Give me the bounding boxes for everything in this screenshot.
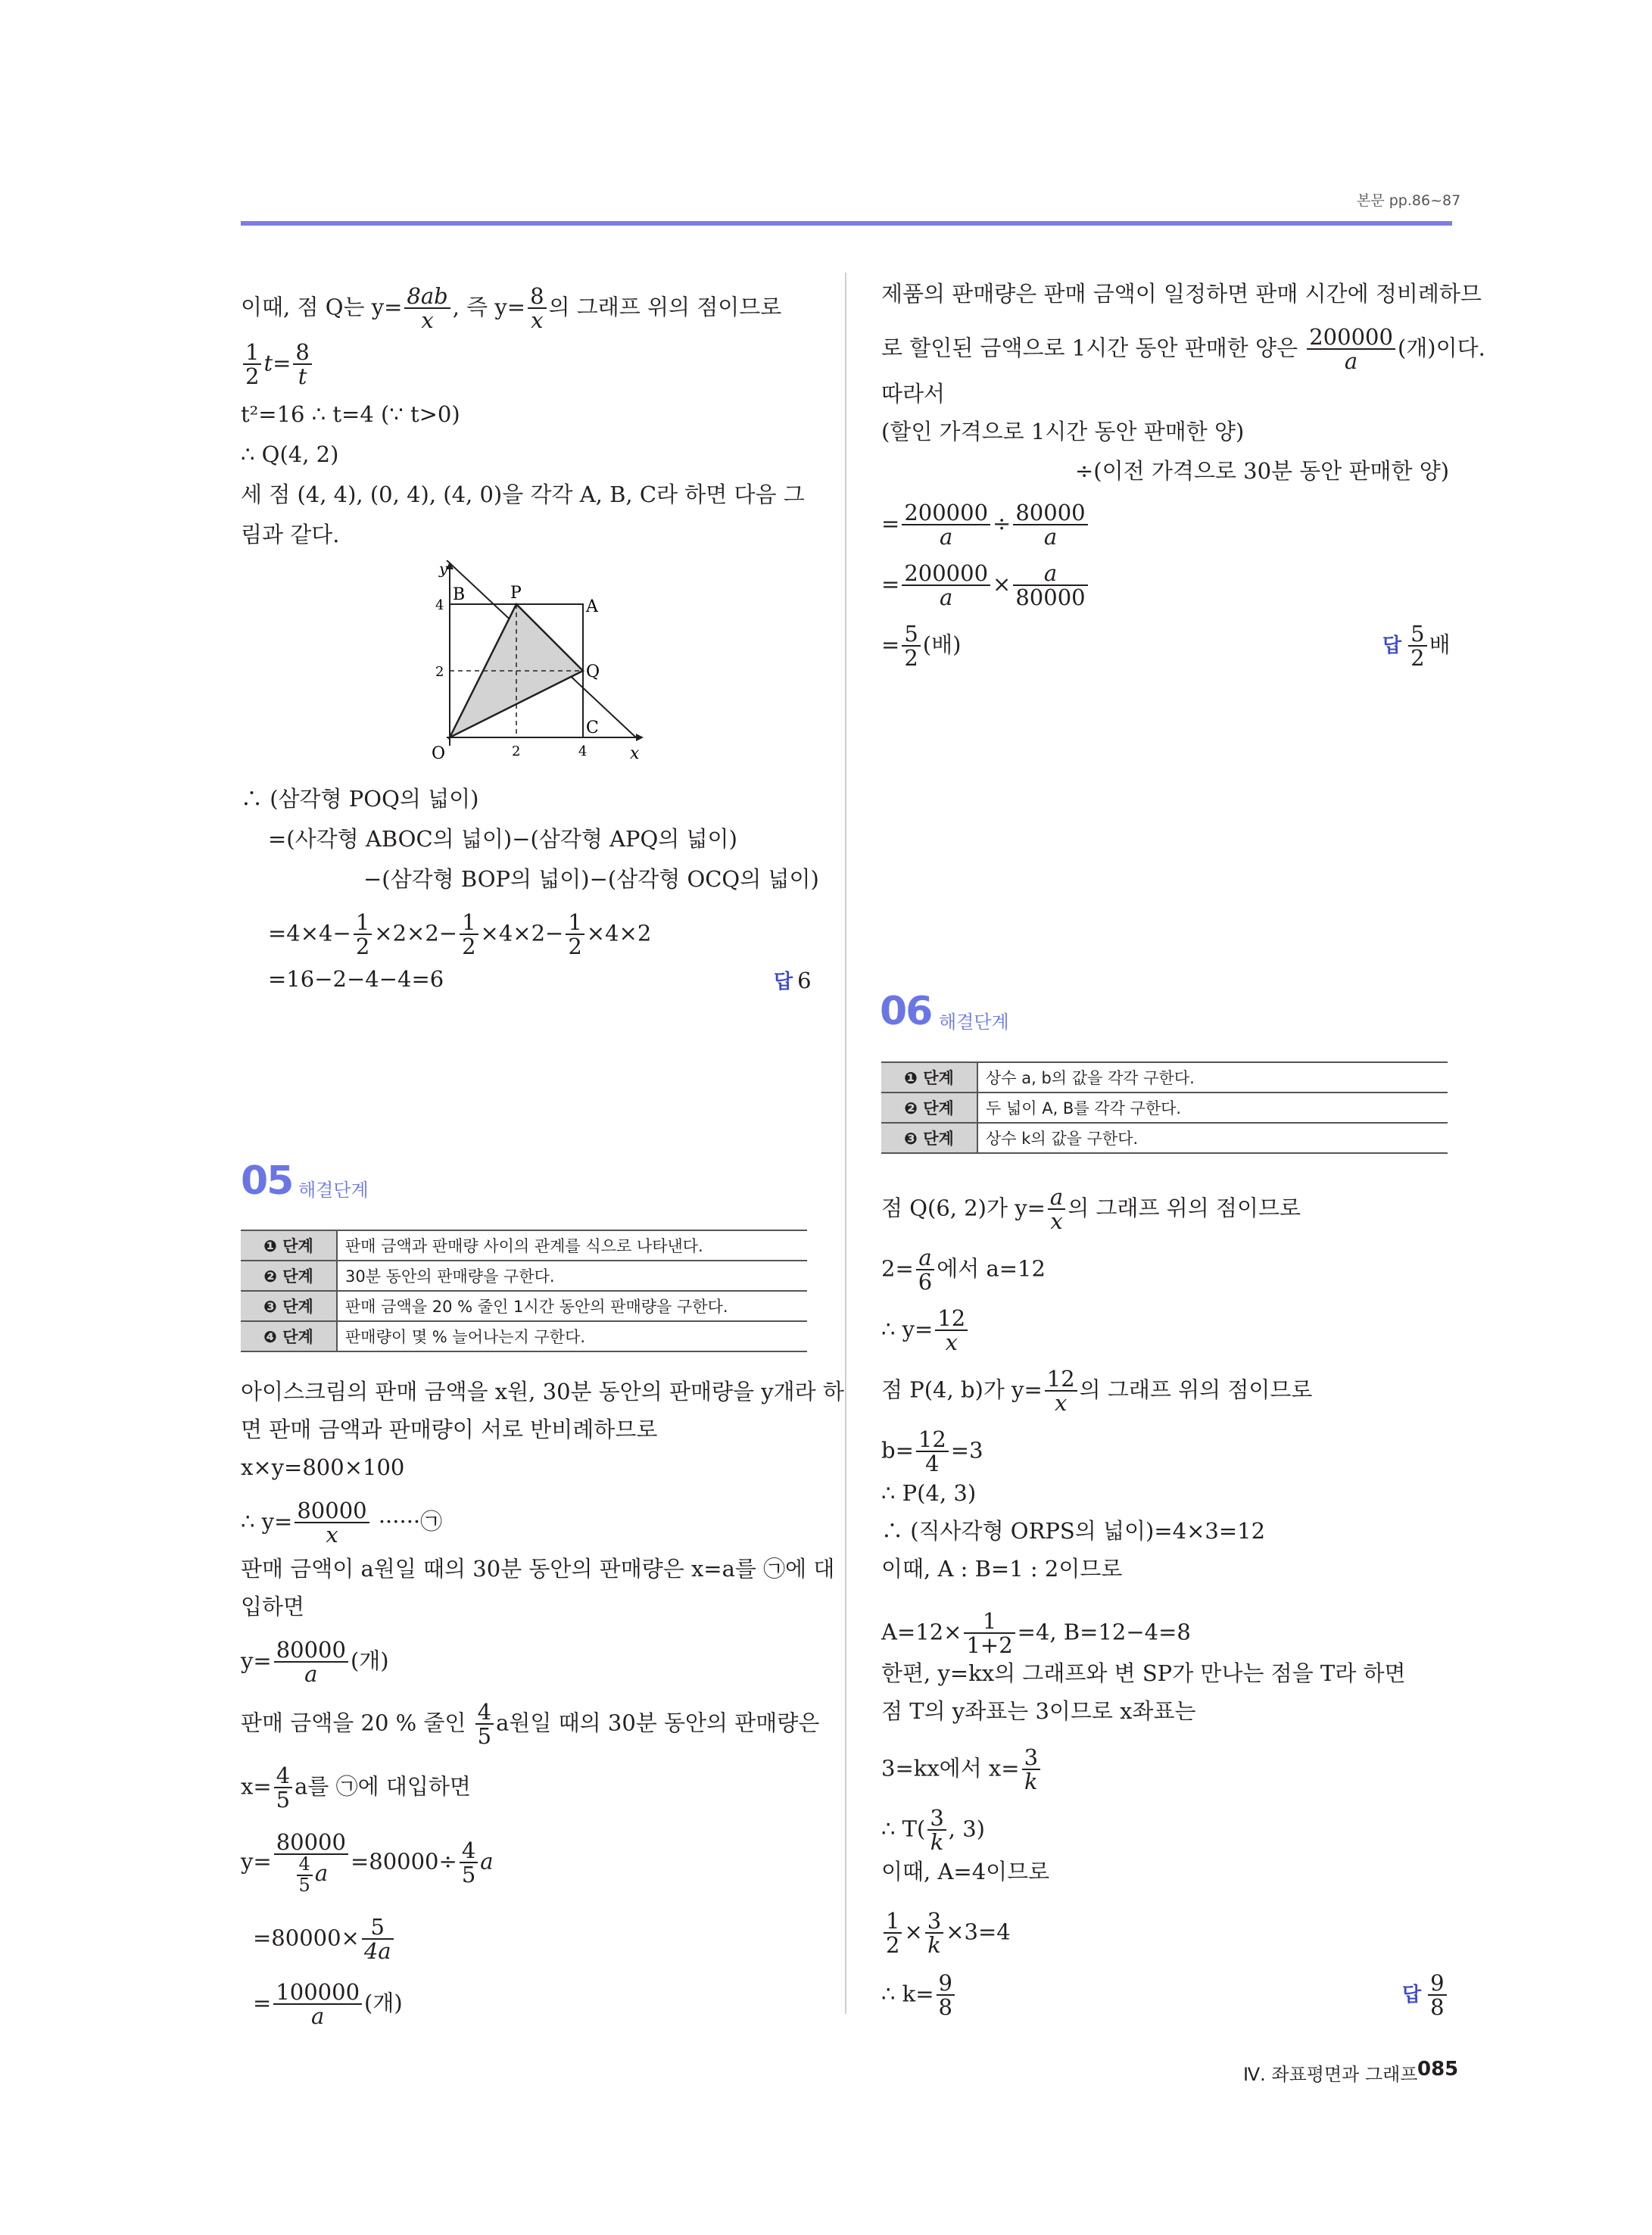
left-b6: 입하면 [241, 1594, 305, 1619]
answer-05: 답 $\frac{5}{2}$ 배 [1382, 621, 1451, 672]
left-line-4: ∴ Q(4, 2) [241, 441, 339, 467]
header-rule [241, 221, 1452, 226]
left-b5: 판매 금액이 a원일 때의 30분 동안의 판매량은 x=a를 ㉠에 대 [241, 1556, 835, 1582]
right-c7: ∴ (직사각형 ORPS의 넓이)=4×3=12 [881, 1518, 1266, 1544]
section-06-number: 06 [880, 989, 932, 1034]
right-r7: = $\frac{200000}{a}$ × $\frac{a}{80000}$ [881, 562, 1090, 609]
fig-q-label: Q [586, 662, 600, 681]
right-c14: 이때, A=4이므로 [881, 1859, 1050, 1884]
area-line-5: =16−2−4−4=6 [268, 966, 444, 992]
left-b3: x×y=800×100 [241, 1454, 405, 1480]
right-r5: ÷(이전 가격으로 30분 동안 판매한 양) [1075, 458, 1450, 484]
fig-tick-y2: 2 [435, 664, 444, 680]
area-line-1: ∴ (삼각형 POQ의 넓이) [241, 786, 479, 812]
left-b12: = $\frac{100000}{a}$ (개) [253, 1979, 403, 2030]
right-r3: 따라서 [881, 381, 946, 407]
footer-chapter: Ⅳ. 좌표평면과 그래프 [1243, 2064, 1418, 2085]
fig-b-label: B [453, 585, 466, 604]
left-b10: y= 80000 $\frac{4}{5}$ a =80000÷ $\frac{4}{5}$ a [241, 1829, 494, 1896]
page-reference: 본문 pp.86~87 [1357, 192, 1461, 209]
table-row: ❷ 단계 30분 동안의 판매량을 구한다. [241, 1261, 807, 1291]
right-r6: = $\frac{200000}{a}$ ÷ $\frac{80000}{a}$ [881, 501, 1090, 549]
left-b7: y= $\frac{80000}{a}$ (개) [241, 1637, 389, 1688]
right-c8: 이때, A : B=1 : 2이므로 [881, 1556, 1123, 1582]
section-05-number: 05 [241, 1158, 293, 1204]
right-c4: 점 P(4, b)가 y= $\frac{12}{x}$ 의 그래프 위의 점이므로 [881, 1366, 1313, 1417]
section-06-title: 해결단계 [939, 1012, 1009, 1033]
fig-o-label: O [432, 744, 446, 763]
section-05-steps-table [241, 1230, 807, 1352]
right-r2: 로 할인된 금액으로 1시간 동안 판매한 양은 $\frac{200000}{a}$ (개)이다. [881, 324, 1485, 375]
left-line-6: 림과 같다. [241, 522, 340, 547]
left-line-1: 이때, 점 Q는 y= $\frac{8ab}{x}$ , 즉 y= $\frac{8}{x}$ 의 그래프 위의 점이므로 [241, 283, 782, 334]
fig-c-label: C [586, 719, 599, 737]
right-c16: ∴ k= $\frac{9}{8}$ [881, 1972, 957, 2019]
table-row: ❶ 단계 판매 금액과 판매량 사이의 관계를 식으로 나타낸다. [241, 1230, 807, 1261]
right-c10: 한편, y=kx의 그래프와 변 SP가 만나는 점을 T라 하면 [881, 1660, 1406, 1686]
left-b9: x= $\frac{4}{5}$ a를 ㉠에 대입하면 [241, 1763, 471, 1813]
right-c15: $\frac{1}{2}$ × $\frac{3}{k}$ ×3=4 [881, 1909, 1011, 1957]
left-b8: 판매 금액을 20 % 줄인 $\frac{4}{5}$ a원일 때의 30분 동안의 판매량은 [241, 1699, 820, 1750]
table-row: ❹ 단계 판매량이 몇 % 늘어나는지 구한다. [241, 1321, 807, 1351]
left-line-2: $\frac{1}{2}$ t= $\frac{8}{t}$ [241, 341, 314, 388]
right-r8: = $\frac{5}{2}$ (배) [881, 621, 962, 672]
fig-x-label: x [630, 744, 640, 763]
right-r4: (할인 가격으로 1시간 동안 판매한 양) [881, 419, 1245, 444]
table-row: ❶ 단계 상수 a, b의 값을 각각 구한다. [881, 1062, 1448, 1093]
right-c5: b= $\frac{12}{4}$ =3 [881, 1426, 983, 1477]
right-c3: ∴ y= $\frac{12}{x}$ [881, 1307, 970, 1354]
right-c9: A=12× $\frac{1}{1+2}$ =4, B=12−4=8 [881, 1608, 1191, 1659]
fig-p-label: P [510, 584, 522, 603]
area-line-4: =4×4− $\frac{1}{2}$ ×2×2− $\frac{1}{2}$ ×4×2− $\frac{1}{2}$ ×4×2 [268, 909, 652, 960]
fig-tick-y4: 4 [435, 597, 444, 613]
area-line-3: −(삼각형 BOP의 넓이)−(삼각형 OCQ의 넓이) [363, 866, 819, 892]
right-c13: ∴ T( $\frac{3}{k}$ , 3) [881, 1805, 985, 1856]
right-c1: 점 Q(6, 2)가 y= $\frac{a}{x}$ 의 그래프 위의 점이므로 [881, 1184, 1301, 1235]
table-row: ❸ 단계 판매 금액을 20 % 줄인 1시간 동안의 판매량을 구한다. [241, 1291, 807, 1321]
section-06-steps-table [881, 1061, 1448, 1154]
left-line-3: t²=16 ∴ t=4 (∵ t>0) [241, 401, 460, 427]
fig-a-label: A [586, 597, 598, 616]
fig-tick-x2: 2 [512, 743, 521, 759]
right-c6: ∴ P(4, 3) [881, 1480, 977, 1506]
answer-06: 답 $\frac{9}{8}$ [1402, 1972, 1449, 2019]
area-line-2: =(사각형 ABOC의 넓이)−(삼각형 APQ의 넓이) [268, 826, 737, 852]
page-number: 085 [1417, 2058, 1459, 2081]
fig-y-label: y [439, 560, 448, 578]
left-line-5: 세 점 (4, 4), (0, 4), (4, 0)을 각각 A, B, C라 하면 다음 그 [241, 482, 805, 507]
table-row: ❸ 단계 상수 k의 값을 구한다. [881, 1123, 1448, 1153]
right-c2: 2= $\frac{a}{6}$ 에서 a=12 [881, 1245, 1046, 1295]
left-b2: 면 판매 금액과 판매량이 서로 반비례하므로 [241, 1417, 658, 1442]
right-r1: 제품의 판매량은 판매 금액이 일정하면 판매 시간에 정비례하므 [881, 281, 1482, 307]
left-b4: ∴ y= $\frac{80000}{x}$ ······㉠ [241, 1498, 443, 1548]
answer-05-prev: 답 6 [774, 968, 812, 993]
left-b1: 아이스크림의 판매 금액을 x원, 30분 동안의 판매량을 y개라 하 [241, 1379, 844, 1404]
coordinate-figure [416, 560, 644, 765]
section-05-title: 해결단계 [298, 1180, 369, 1201]
right-c12: 3=kx에서 x= $\frac{3}{k}$ [881, 1746, 1043, 1794]
table-row: ❷ 단계 두 넓이 A, B를 각각 구한다. [881, 1093, 1448, 1123]
column-divider [845, 273, 846, 2014]
right-c11: 점 T의 y좌표는 3이므로 x좌표는 [881, 1698, 1196, 1724]
fig-tick-x4: 4 [578, 743, 588, 759]
left-b11: =80000× $\frac{5}{4a}$ [253, 1915, 396, 1963]
